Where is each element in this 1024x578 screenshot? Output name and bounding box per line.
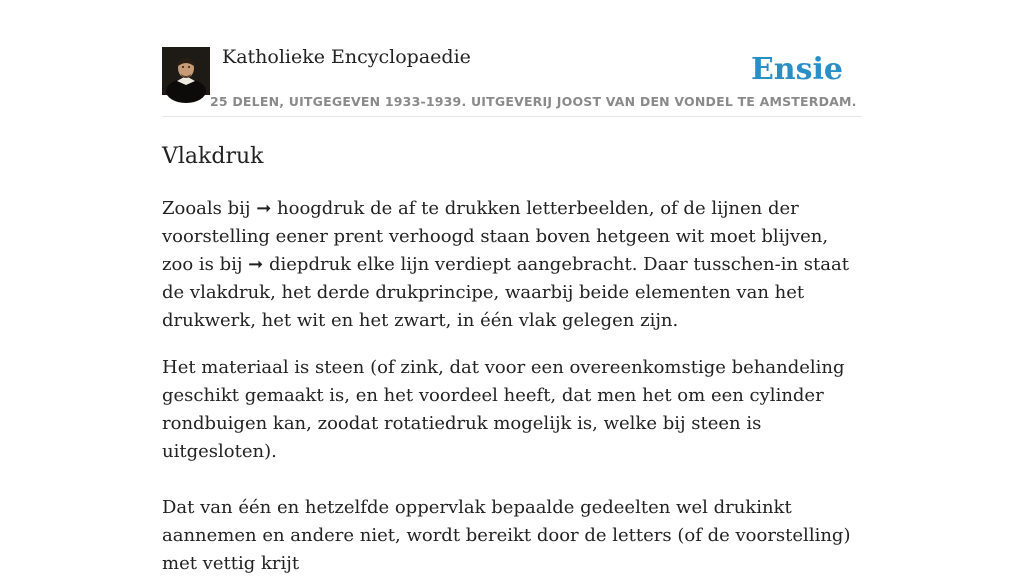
ensie-logo[interactable]: Ensie xyxy=(750,52,843,87)
article-body xyxy=(162,195,862,578)
paragraph-1 xyxy=(162,195,862,335)
paragraph-1-text-b: de af te drukken letterbeelden, of de lijnen der voorstelling eener prent verhoogd staan boven hetgeen wit moet blijven, zoo is bij ➞ xyxy=(162,198,829,275)
source-avatar[interactable] xyxy=(162,47,210,95)
paragraph-3: Dat van één en hetzelfde oppervlak bepaalde gedeelten wel drukinkt aannemen en andere niet, wordt bereikt door de letters (of de voorstelling) met vettig krijt xyxy=(162,497,851,574)
paragraph-2: Het materiaal is steen (of zink, dat voor een overeenkomstige behandeling geschikt gemaakt is, en het voordeel heeft, dat men het om een cylinder rondbuigen kan, zoodat rotatiedruk mogelijk is, welke bij steen is uitgesloten). xyxy=(162,357,845,462)
portrait-icon xyxy=(162,47,210,95)
source-title[interactable]: Katholieke Encyclopaedie xyxy=(222,46,471,68)
article-title: Vlakdruk xyxy=(162,144,264,169)
source-subtitle: 25 DELEN, UITGEGEVEN 1933-1939. UITGEVERIJ JOOST VAN DEN VONDEL TE AMSTERDAM. xyxy=(210,94,857,109)
link-hoogdruk[interactable]: hoogdruk xyxy=(277,198,365,219)
link-diepdruk[interactable]: diepdruk xyxy=(268,254,352,275)
source-header xyxy=(162,0,862,117)
paragraph-1-text-c: elke lijn verdiept aangebracht. Daar tusschen-in staat de vlakdruk, het derde drukprincipe, waarbij beide elementen van het drukwerk, het wit en het zwart, in één vlak gelegen zijn. xyxy=(162,254,849,331)
paragraph-1-text-a: Zooals bij ➞ xyxy=(162,198,278,219)
article-page xyxy=(162,0,862,578)
